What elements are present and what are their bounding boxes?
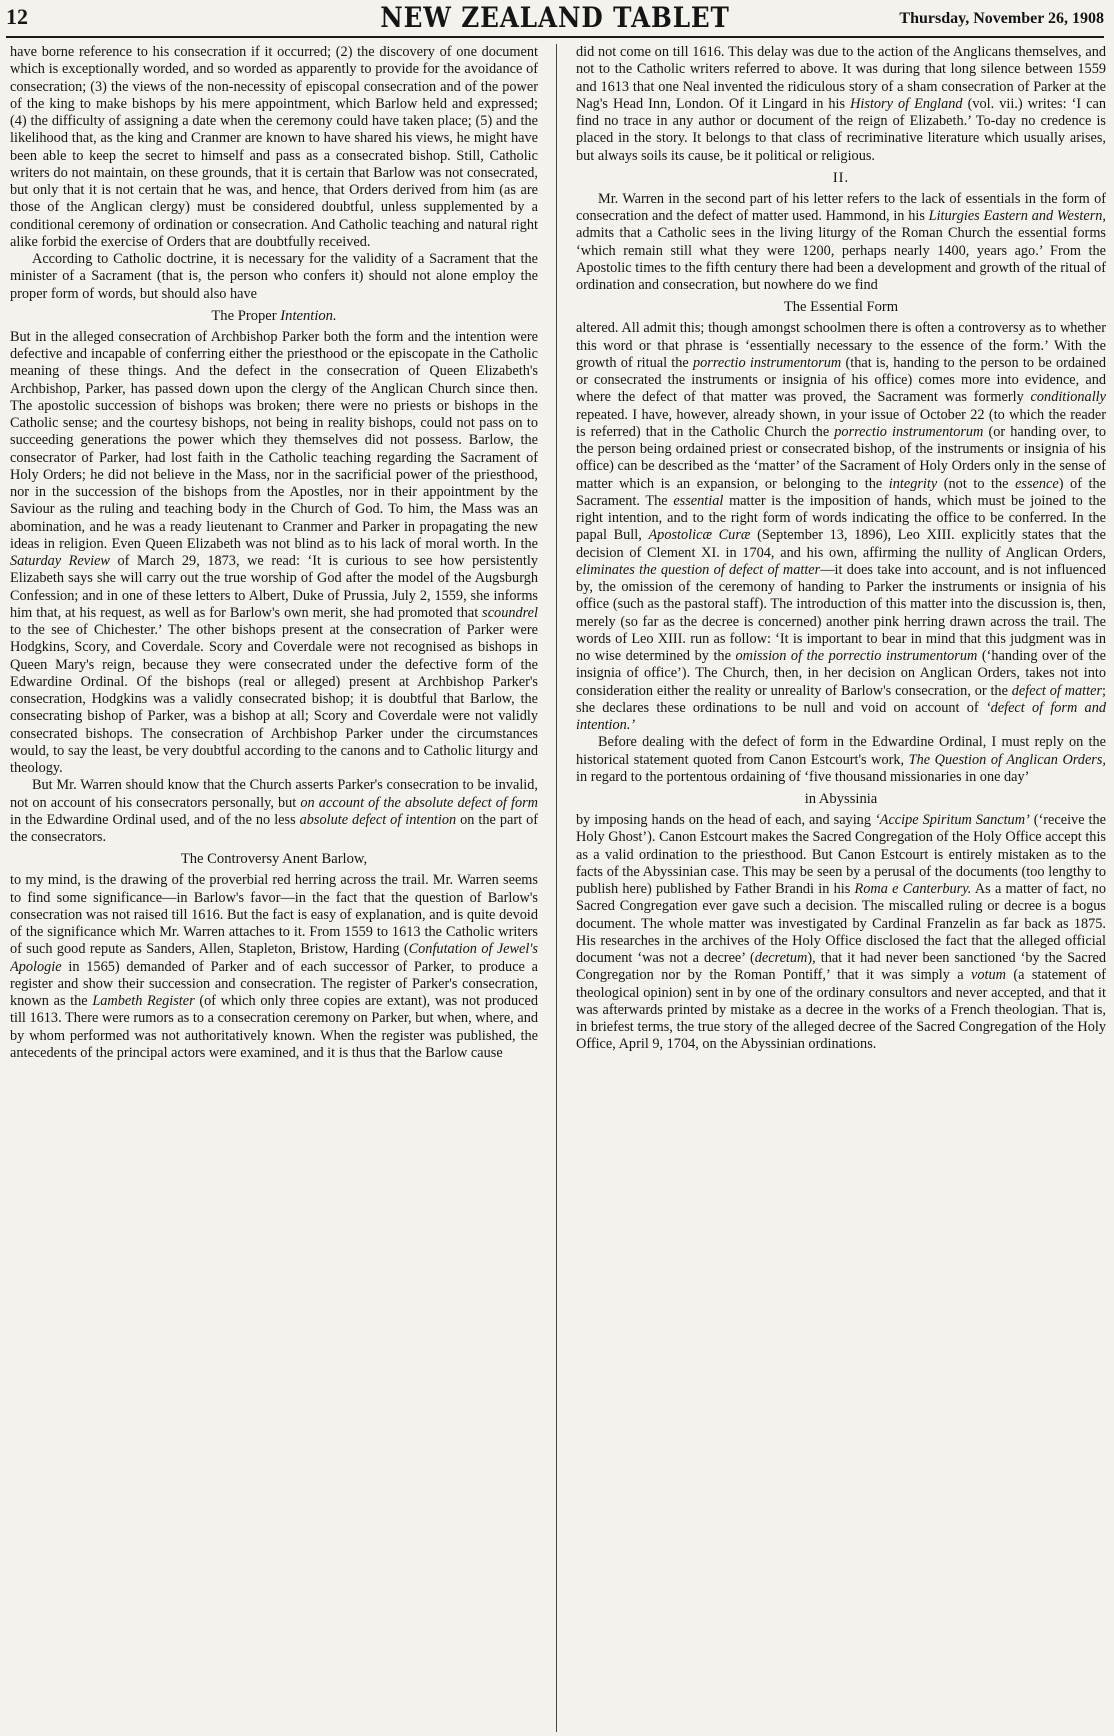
section-heading-barlow: The Controversy Anent Barlow,: [180, 851, 368, 868]
section-heading-abyssinia: in Abyssinia: [804, 791, 878, 807]
paragraph: by imposing hands on the head of each, and saying ‘Accipe Spiritum Sanctum’ (‘receive the Holy Ghost’). Canon Estcourt makes the Sacred Congregation of the Holy Office accept this as a valid ordination to the priesthood. But Canon Estcourt is entirely mistaken as to the facts of the Abyssinian case. This may be seen by a perusal of the documents (too lengthy to publish here) published by Father Brandi in his Roma e Canterbury. As a matter of fact, no Sacred Congregation ever gave such a decision. The miscalled ruling or decree is a bogus document. The whole matter was investigated by Cardinal Franzelin as far back as 1875. His researches in the archives of the Holy Office disclosed the fact that the alleged official document ‘was not a decree’ (decretum), that it had never been sanctioned ‘by the Sacred Congregation nor by the Roman Pontiff,’ that it was simply a votum (a statement of theological opinion) sent in by one of the ordinary consultors and never accepted, and that it was afterwards printed by mistake as a decree in the works of a French theologian. That is, in briefest terms, the true story of the alleged decree of the Sacred Congregation of the Holy Office, April 9, 1704, on the Abyssinian ordinations.: [576, 812, 1106, 1053]
paragraph: Before dealing with the defect of form in the Edwardine Ordinal, I must reply on the historical statement quoted from Canon Estcourt's work, The Question of Anglican Orders, in regard to the portentous ordaining of ‘five thousand missionaries in one day’: [576, 734, 1106, 785]
paragraph: did not come on till 1616. This delay was due to the action of the Anglicans themselves, and not to the Catholic writers referred to above. It was during that long silence between 1559 and 1613 that one Neal invented the ridiculous story of a sham consecration of Parker at the Nag's Head Inn, London. Of it Lingard in his History of England (vol. vii.) writes: ‘I can find no trace in any author or document of the reign of Elizabeth.’ To-day no credence is placed in the story. It belongs to that class of recriminative literature which usually arises, but always soils its cause, be it political or religious.: [576, 44, 1106, 164]
paragraph: But in the alleged consecration of Archbishop Parker both the form and the intention were defective and incapable of conferring either the priesthood or the episcopate in the Catholic meaning of these things. And the defect in the consecration of Queen Elizabeth's Archbishop, Parker, has passed down upon the clergy of the Anglican Church since then. The apostolic succession of bishops was broken; there were no priests or bishops in the Catholic sense; and the courtesy bishops, not being in reality bishops, could not pass on to succeeding generations the power which they themselves did not possess. Barlow, the consecrator of Parker, had lost faith in the Catholic teaching regarding the Sacrament of Holy Orders; he did not believe in the Mass, nor in the sacrificial power of the priesthood, nor in the succession of the bishops from the Apostles, nor in their appointment by the Saviour as the ruling and teaching body in the Church of God. To him, the Mass was an abomination, and he was a ready lieutenant to Cranmer and Parker in propagating the new ideas in religion. Even Queen Elizabeth was not blind as to his lack of moral worth. In the Saturday Review of March 29, 1873, we read: ‘It is curious to see how persistently Elizabeth says she will carry out the true worship of God after the model of the Augsburgh Confession; and in one of these letters to Albert, Duke of Prussia, July 2, 1559, she informs him that, at his request, as well as for Barlow's own merit, she had promoted that scoundrel to the see of Chichester.’ The other bishops present at the consecration of Parker were Hodgkins, Scory, and Coverdale. Scory and Coverdale were not recognised as bishops in Queen Mary's reign, because they were consecrated under the defective form of the Edwardine Ordinal. Of the bishops (real or alleged) present at Archbishop Parker's consecration, Hodgkins was a validly consecrated bishop; it is doubtful that Barlow, the consecrating bishop of Parker, was a bishop at all; Scory and Coverdale were not validly consecrated bishops. The consecration of Archbishop Parker under the circumstances would, to say the least, be very doubtful according to the canons and to Catholic liturgy and theology.: [10, 328, 538, 776]
column-divider: [556, 44, 557, 1732]
paragraph: altered. All admit this; though amongst schoolmen there is often a controversy as to whether this word or that phrase is ‘essentially necessary to the essence of the form.’ With the growth of ritual the porrectio instrumentorum (that is, handing to the person to be ordained or consecrated the instruments or insignia of his office) comes more into evidence, and where the defect of that matter was proved, the Sacrament was formerly conditionally repeated. I have, however, already shown, in your issue of October 22 (to which the reader is referred) that in the Catholic Church the porrectio instrumentorum (or handing over, to the person being ordained priest or consecrated bishop, of the instruments or insignia of his office) can be described as the ‘matter’ of the Sacrament of Holy Orders only in the sense of matter which is an expansion, or belonging to the integrity (not to the essence) of the Sacrament. The essential matter is the imposition of hands, which must be joined to the right intention, and to the right form of words indicating the office to be conferred. In the papal Bull, Apostolicæ Curæ (September 13, 1896), Leo XIII. explicitly states that the decision of Clement XI. in 1704, and his own, affirming the nullity of Anglican Orders, eliminates the question of defect of matter—it does take into account, and is not influenced by, the omission of the ceremony of handing to Parker the instruments or insignia of his office (such as the pastoral staff). The introduction of this matter into the discussion is, then, merely (so far as the decree is concerned) another pink herring drawn across the trail. The words of Leo XIII. run as follow: ‘It is important to bear in mind that this judgment was in no wise determined by the omission of the porrectio instrumentorum (‘handing over of the insignia of office’). The Church, then, in her decision on Anglican Orders, takes not into consideration either the reality or unreality of Barlow's consecration, or the defect of matter; she declares these ordinations to be null and void on account of ‘defect of form and intention.’: [576, 320, 1106, 733]
paragraph: to my mind, is the drawing of the proverbial red herring across the trail. Mr. Warren seems to find some significance—in Barlow's favor—in the fact that the question of Barlow's consecration was not raised till 1616. But the fact is easy of explanation, and is quite devoid of the significance which Mr. Warren attaches to it. From 1559 to 1613 the Catholic writers of such good repute as Sanders, Allen, Stapleton, Bristow, Harding (Confutation of Jewel's Apologie in 1565) demanded of Parker and of each successor of Parker, to produce a register and show their succession and consecration. The register of Parker's consecration, known as the Lambeth Register (of which only three copies are extant), was not produced till 1613. There were rumors as to a consecration ceremony on Parker, but when, where, and by whom performed was not authoritatively known. When the register was published, the antecedents of the principal actors were examined, and it is thus that the Barlow cause: [10, 872, 538, 1061]
masthead: [6, 2, 1104, 38]
section-heading-ii: II.: [832, 169, 850, 186]
right-column: [576, 44, 1106, 1734]
paragraph: have borne reference to his consecration if it occurred; (2) the discovery of one document which is exceptionally worded, and so worded as apparently to provide for the avoidance of consecration; (3) the views of the non-necessity of episcopal consecration and of the power of the king to make bishops by his mere appointment, which Barlow held and expressed; (4) the difficulty of assigning a date when the ceremony could have taken place; (5) and the likelihood that, as the king and Cranmer are known to have shared his views, he might have been able to keep the secret to himself and pass as a consecrated bishop. Still, Catholic writers do not maintain, on these grounds, that it is certain that Barlow was not consecrated, but only that it is not certain that he was, and hence, that Orders derived from him (as are those of the Anglican clergy) must be considered doubtful, unless supplemented by a conditional ceremony of ordination or consecration. And Catholic teaching and natural right alike forbid the exercise of Orders that are doubtfully received.: [10, 44, 538, 250]
left-column: [10, 44, 538, 1734]
paragraph: But Mr. Warren should know that the Church asserts Parker's consecration to be invalid, not on account of his consecrators personally, but on account of the absolute defect of form in the Edwardine Ordinal used, and of the no less absolute defect of intention on the part of the consecrators.: [10, 777, 538, 845]
issue-date: Thursday, November 26, 1908: [899, 10, 1104, 27]
page-number: 12: [6, 4, 28, 29]
section-heading-intention: The Proper Intention.: [211, 307, 337, 324]
newspaper-title: NEW ZEALAND TABLET: [380, 1, 730, 34]
paragraph: Mr. Warren in the second part of his letter refers to the lack of essentials in the form of consecration and the defect of matter used. Hammond, in his Liturgies Eastern and Western, admits that a Catholic sees in the living liturgy of the Roman Church the essential forms ‘which remain still what they were 1200, perhaps nearly 1400, years ago.’ From the Apostolic times to the fifth century there had been a development and growth of the ritual of ordination and consecration, but nowhere do we find: [576, 190, 1106, 293]
paragraph: According to Catholic doctrine, it is necessary for the validity of a Sacrament that the minister of a Sacrament (that is, the person who confers it) should not alone employ the proper form of words, but should also have: [10, 251, 538, 302]
section-heading-essential-form: The Essential Form: [783, 299, 899, 316]
